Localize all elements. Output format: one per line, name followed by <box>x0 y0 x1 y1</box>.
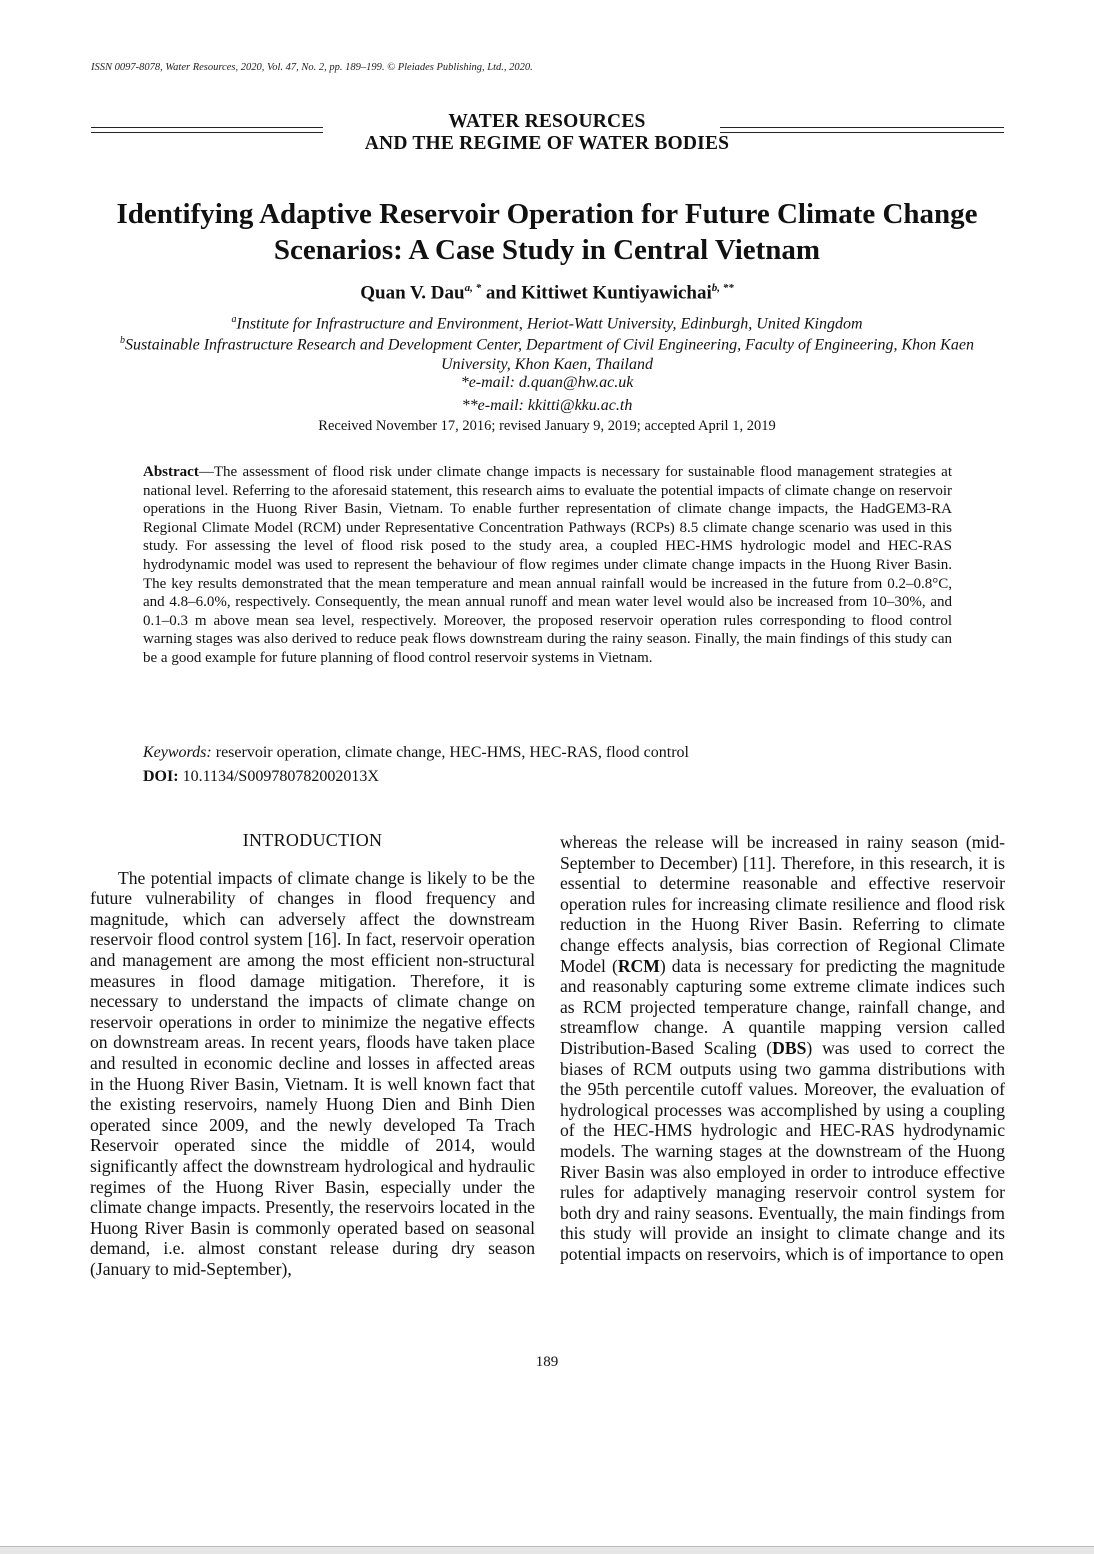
doi-text: 10.1134/S009780782002013X <box>178 768 379 785</box>
rcm-term: RCM <box>617 955 660 976</box>
author-2: Kittiwet Kuntiyawichai <box>521 282 712 304</box>
journal-citation: ISSN 0097-8078, Water Resources, 2020, Vol. 47, No. 2, pp. 189–199. © Pleiades Publishing, Ltd., 2020. <box>91 62 533 73</box>
author-1: Quan V. Dau <box>360 282 465 304</box>
introduction-paragraph-left: The potential impacts of climate change is likely to be the future vulnerability of changes in flood frequency and magnitude, which can adversely affect the downstream reservoir flood control system [16]. In fact, reservoir operation and management are among the most efficient non-structural measures in flood damage mitigation. Therefore, it is necessary to understand the impacts of climate change on reservoir operations in order to minimize the negative effects on downstream areas. In recent years, floods have taken place and resulted in economic decline and losses in affected areas in the Huong River Basin, Vietnam. It is well known fact that the existing reservoirs, namely Huong Dien and Binh Dien operated since 2009, and the newly developed Ta Trach Reservoir operated since the middle of 2014, would significantly affect the downstream hydrological and hydraulic regimes of the Huong River Basin, especially under the climate change impacts. Presently, the reservoirs located in the Huong River Basin is commonly operated based on seasonal demand, i.e. almost constant release during dry season (January to mid-September), <box>90 867 535 1279</box>
author-1-marks: a, * <box>464 282 482 294</box>
author-line <box>0 282 1094 304</box>
introduction-heading: INTRODUCTION <box>242 830 383 850</box>
body-column-left <box>90 830 535 1279</box>
doi-label: DOI: <box>143 768 179 785</box>
introduction-paragraph-right: whereas the release will be increased in rainy season (mid-September to December) [11]. Therefore, in this research, it is essential to determine reasonable and effective reservoir operation rules for increasing climate resilience and flood risk reduction in the Huong River Basin. Referring to climate change effects analysis, bias correction of Regional Climate Model (RCM) data is necessary for predicting the magnitude and reasonably capturing some extreme climate indices such as RCM projected temperature change, rainfall change, and streamflow change. A quantile mapping version called Distribution-Based Scaling (DBS) was used to correct the biases of RCM outputs using two gamma distributions with the 95th percentile cutoff values. Moreover, the evaluation of hydrological processes was accomplished by using a coupling of the HEC-HMS hydrologic and HEC-RAS hydrodynamic models. The warning stages at the downstream of the Huong River Basin was also employed in order to introduce effective rules for adaptively managing reservoir control system for both dry and rainy seasons. Eventually, the main findings from this study will provide an insight to climate change and its potential impacts on reservoirs, which is of importance to open <box>560 832 1006 1264</box>
affiliation-b: $^b$Sustainable Infrastructure Research and Development Center, Department of Civil Engineering, Faculty of Engineering, Khon Kaen University, Khon Kaen, Thailand <box>120 335 974 374</box>
keywords-text: reservoir operation, climate change, HEC-HMS, HEC-RAS, flood control <box>211 744 689 761</box>
abstract-text: —The assessment of flood risk under climate change impacts is necessary for sustainable flood management strategies at national level. Referring to the aforesaid statement, this research aims to evaluate the potential impacts of climate change on reservoir operations in the Huong River Basin, Vietnam. To enable further representation of climate change impacts, the HadGEM3-RA Regional Climate Model (RCM) under Representative Concentration Pathways (RCPs) 8.5 climate change scenario was used in this study. For assessing the level of flood risk posed to the study area, a coupled HEC-HMS hydrologic model and HEC-RAS hydrodynamic model was used to represent the behaviour of flow regimes under climate change impacts in the Huong River Basin. The key results demonstrated that the mean temperature and mean annual rainfall would be increased in the future from 0.2–0.8°C, and 4.8–6.0%, respectively. Consequently, the mean annual runoff and mean water level would also be increased from 10–30%, and 0.1–0.3 m above mean sea level, respectively. Moreover, the proposed reservoir operation rules corresponding to flood control warning stages was also derived to reduce peak flows downstream during the rainy season. Finally, the main findings of this study can be a good example for future planning of flood control reservoir systems in Vietnam. <box>143 464 952 666</box>
body-column-right <box>560 832 1005 1264</box>
article-title: Identifying Adaptive Reservoir Operation for Future Climate Change Scenarios: A Case Study in Central Vietnam <box>116 198 978 266</box>
author-2-marks: b, ** <box>711 282 734 294</box>
affiliation-a-mark: a <box>231 314 237 325</box>
affiliation-b-mark: b <box>120 335 126 346</box>
email-1: *e-mail: d.quan@hw.ac.uk <box>460 374 634 391</box>
dbs-term: DBS <box>772 1037 807 1058</box>
received-dates: Received November 17, 2016; revised January 9, 2019; accepted April 1, 2019 <box>318 418 776 434</box>
abstract-label: Abstract <box>143 464 199 480</box>
author-join: and <box>481 282 522 304</box>
keywords <box>143 744 689 762</box>
section-line-1: WATER RESOURCES <box>448 111 646 132</box>
section-line-2: AND THE REGIME OF WATER BODIES <box>364 133 730 154</box>
page-number: 189 <box>535 1354 559 1370</box>
keywords-label: Keywords: <box>143 744 212 761</box>
journal-section-heading <box>0 111 1094 155</box>
abstract <box>143 463 952 668</box>
email-2: **e-mail: kkitti@kku.ac.th <box>461 397 633 414</box>
affiliation-a: $^a$Institute for Infrastructure and Environment, Heriot-Watt University, Edinburgh, United Kingdom <box>231 314 863 333</box>
doi <box>143 768 379 786</box>
